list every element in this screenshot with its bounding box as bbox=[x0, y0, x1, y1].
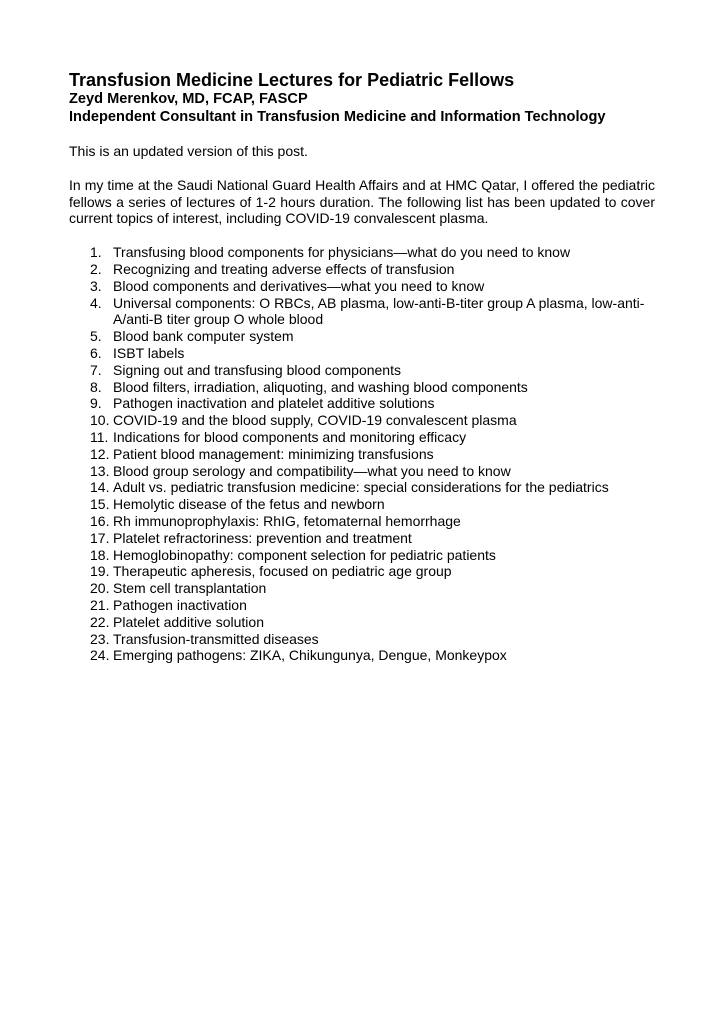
list-text: Transfusion-transmitted diseases bbox=[113, 630, 319, 647]
list-item bbox=[69, 597, 655, 614]
list-item bbox=[69, 496, 655, 513]
list-number: 2. bbox=[90, 260, 102, 277]
list-item bbox=[69, 446, 655, 463]
list-item bbox=[69, 547, 655, 564]
list-number: 6. bbox=[90, 344, 102, 361]
list-item bbox=[69, 328, 655, 345]
list-item bbox=[69, 530, 655, 547]
list-text: Universal components: O RBCs, AB plasma, low-anti-B-titer group A plasma, low-anti-A/anti-B titer group O whole blood bbox=[113, 294, 645, 328]
list-text: Platelet additive solution bbox=[113, 613, 264, 630]
list-item bbox=[69, 647, 655, 664]
list-number: 9. bbox=[90, 395, 102, 412]
list-text: Hemolytic disease of the fetus and newborn bbox=[113, 496, 385, 513]
list-number: 1. bbox=[90, 244, 102, 261]
list-item bbox=[69, 244, 655, 261]
list-number: 24. bbox=[90, 647, 110, 664]
list-number: 19. bbox=[90, 563, 110, 580]
list-text: Adult vs. pediatric transfusion medicine: special considerations for the pediatrics bbox=[113, 479, 609, 496]
list-item bbox=[69, 395, 655, 412]
list-text: Pathogen inactivation bbox=[113, 596, 247, 613]
list-item bbox=[69, 580, 655, 597]
list-text: Indications for blood components and monitoring efficacy bbox=[113, 428, 467, 445]
document-page bbox=[69, 70, 655, 664]
list-item bbox=[69, 295, 655, 329]
list-number: 11. bbox=[90, 428, 109, 445]
list-text: Pathogen inactivation and platelet additive solutions bbox=[113, 395, 435, 412]
list-item bbox=[69, 513, 655, 530]
list-text: Hemoglobinopathy: component selection for pediatric patients bbox=[113, 546, 496, 563]
list-number: 22. bbox=[90, 613, 110, 630]
list-number: 20. bbox=[90, 580, 110, 597]
list-item bbox=[69, 278, 655, 295]
list-text: Stem cell transplantation bbox=[113, 580, 267, 597]
list-item bbox=[69, 412, 655, 429]
list-number: 17. bbox=[90, 529, 110, 546]
list-number: 16. bbox=[90, 512, 110, 529]
list-item bbox=[69, 362, 655, 379]
document-title: Transfusion Medicine Lectures for Pediatric Fellows bbox=[69, 70, 515, 90]
list-item bbox=[69, 345, 655, 362]
list-number: 13. bbox=[90, 462, 110, 479]
list-item bbox=[69, 463, 655, 480]
list-number: 21. bbox=[90, 596, 110, 613]
list-number: 15. bbox=[90, 496, 110, 513]
author-line: Zeyd Merenkov, MD, FCAP, FASCP bbox=[69, 91, 308, 107]
list-item bbox=[69, 563, 655, 580]
list-item bbox=[69, 479, 655, 496]
lecture-list bbox=[69, 244, 655, 664]
body-paragraph: In my time at the Saudi National Guard Health Affairs and at HMC Qatar, I offered the pediatric fellows a series of lectures of 1-2 hours duration. The following list has been updated to cover current topics of interest, including COVID-19 convalescent plasma. bbox=[69, 176, 655, 227]
intro-paragraph: This is an updated version of this post. bbox=[69, 143, 308, 159]
list-text: Recognizing and treating adverse effects of transfusion bbox=[113, 260, 455, 277]
list-text: COVID-19 and the blood supply, COVID-19 convalescent plasma bbox=[113, 412, 517, 429]
list-item bbox=[69, 429, 655, 446]
list-text: Rh immunoprophylaxis: RhIG, fetomaternal hemorrhage bbox=[113, 512, 461, 529]
list-number: 23. bbox=[90, 630, 110, 647]
list-number: 14. bbox=[90, 479, 110, 496]
list-item bbox=[69, 261, 655, 278]
list-number: 4. bbox=[90, 294, 102, 311]
list-number: 7. bbox=[90, 361, 102, 378]
list-text: Platelet refractoriness: prevention and treatment bbox=[113, 529, 412, 546]
list-text: Blood bank computer system bbox=[113, 328, 294, 345]
list-text: Therapeutic apheresis, focused on pediatric age group bbox=[113, 563, 452, 580]
list-item bbox=[69, 614, 655, 631]
list-text: Signing out and transfusing blood components bbox=[113, 361, 401, 378]
list-number: 5. bbox=[90, 328, 102, 345]
list-text: Blood components and derivatives—what you need to know bbox=[113, 277, 485, 294]
list-text: Blood group serology and compatibility—what you need to know bbox=[113, 462, 511, 479]
list-text: Blood filters, irradiation, aliquoting, and washing blood components bbox=[113, 378, 528, 395]
list-number: 18. bbox=[90, 546, 110, 563]
list-item bbox=[69, 379, 655, 396]
list-text: Emerging pathogens: ZIKA, Chikungunya, Dengue, Monkeypox bbox=[113, 647, 507, 664]
list-number: 3. bbox=[90, 277, 102, 294]
list-number: 8. bbox=[90, 378, 102, 395]
affiliation-line: Independent Consultant in Transfusion Medicine and Information Technology bbox=[69, 108, 606, 125]
list-text: Transfusing blood components for physicians—what do you need to know bbox=[113, 244, 571, 261]
list-number: 12. bbox=[90, 445, 110, 462]
list-text: Patient blood management: minimizing transfusions bbox=[113, 445, 434, 462]
list-text: ISBT labels bbox=[113, 344, 185, 361]
list-number: 10. bbox=[90, 412, 110, 429]
list-item bbox=[69, 631, 655, 648]
